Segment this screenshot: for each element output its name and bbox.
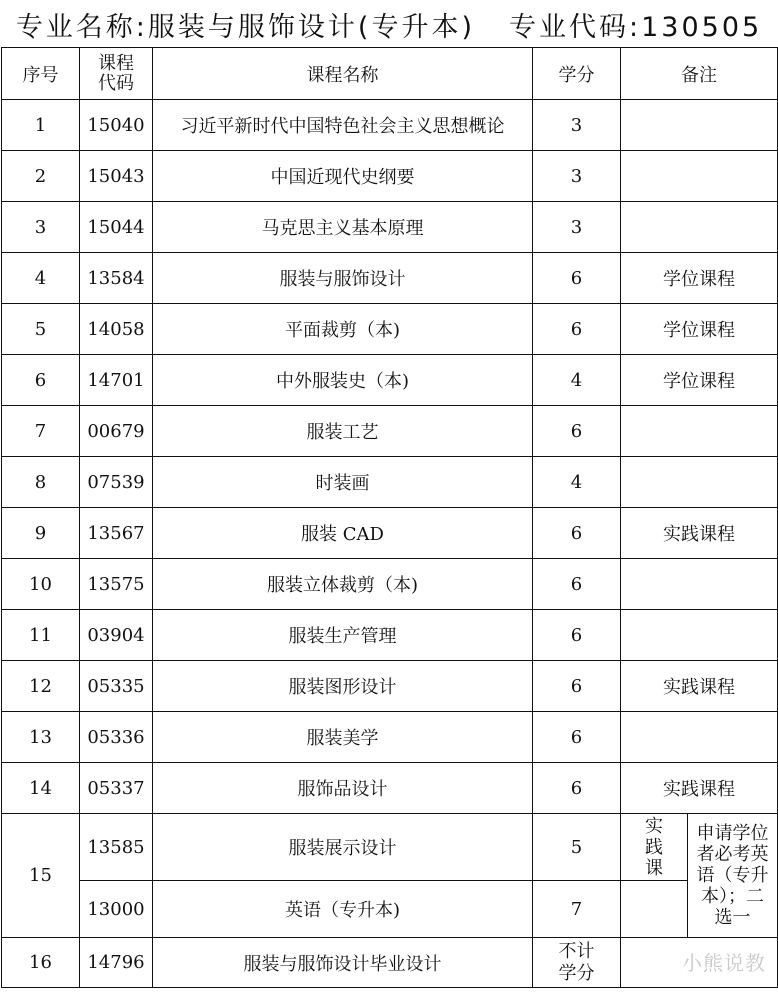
row-credit: 6: [533, 610, 621, 661]
row-seq: 11: [2, 610, 80, 661]
row16-code: 14796: [80, 938, 153, 988]
row15-note-l5: 选一: [714, 907, 751, 928]
row-credit: 6: [533, 406, 621, 457]
course-table: [1, 47, 778, 988]
row-code: 05335: [80, 661, 153, 712]
major-name: 服装与服饰设计(专升本): [147, 12, 475, 43]
row-name: 平面裁剪（本): [153, 304, 533, 355]
table-row: [2, 763, 778, 814]
row-credit: 6: [533, 559, 621, 610]
row-remark: [621, 100, 778, 151]
row15b-code: 13000: [80, 881, 153, 938]
row-seq: 7: [2, 406, 80, 457]
row15-note-l4: 本）；二: [701, 886, 764, 907]
row-name: 服装与服饰设计: [153, 253, 533, 304]
major-code: 130505: [641, 12, 763, 43]
row-credit: 6: [533, 508, 621, 559]
row-credit: 6: [533, 304, 621, 355]
row-credit: 6: [533, 661, 621, 712]
row-name: 服装美学: [153, 712, 533, 763]
row-name: 中外服装史（本): [153, 355, 533, 406]
row-name: 服装工艺: [153, 406, 533, 457]
row-seq: 14: [2, 763, 80, 814]
table-row: [2, 202, 778, 253]
row-credit: 3: [533, 202, 621, 253]
row-remark: 学位课程: [621, 304, 778, 355]
row15a-remark-l2: 践: [645, 836, 663, 858]
row-remark: [621, 610, 778, 661]
row15a-remark-practice: [621, 814, 688, 881]
row-seq: 8: [2, 457, 80, 508]
row-credit: 4: [533, 457, 621, 508]
watermark: 小熊说教: [682, 951, 766, 975]
row15a-name: 服装展示设计: [153, 814, 533, 881]
table-row: [2, 814, 778, 881]
table-row: [2, 610, 778, 661]
row-code: 13575: [80, 559, 153, 610]
row-seq: 13: [2, 712, 80, 763]
row-seq: 4: [2, 253, 80, 304]
row15-note-l3: 语（专升: [696, 865, 769, 886]
row16-seq: 16: [2, 938, 80, 988]
row15a-remark-l3: 课: [645, 857, 663, 879]
row-seq: 3: [2, 202, 80, 253]
row-seq: 9: [2, 508, 80, 559]
row-remark: 实践课程: [621, 508, 778, 559]
table-row: [2, 508, 778, 559]
row-code: 13567: [80, 508, 153, 559]
table-row: [2, 457, 778, 508]
row-name: 服装立体裁剪（本): [153, 559, 533, 610]
row16-credit: [533, 938, 621, 988]
row15b-remark-empty: [621, 881, 688, 938]
col-header-code-line1: 课程: [98, 52, 134, 74]
row-code: 05336: [80, 712, 153, 763]
page-title: [0, 8, 778, 48]
row-name: 时装画: [153, 457, 533, 508]
row-code: 15044: [80, 202, 153, 253]
row-remark: [621, 712, 778, 763]
row-name: 服装 CAD: [153, 508, 533, 559]
row15b-name: 英语（专升本): [153, 881, 533, 938]
row-seq: 5: [2, 304, 80, 355]
row-code: 15040: [80, 100, 153, 151]
row-remark: [621, 457, 778, 508]
row-credit: 4: [533, 355, 621, 406]
row15-note-l1: 申请学位: [696, 823, 769, 844]
row-remark: 实践课程: [621, 661, 778, 712]
table-row: [2, 559, 778, 610]
row-remark: [621, 559, 778, 610]
col-header-code-line2: 代码: [98, 72, 134, 94]
row-seq: 1: [2, 100, 80, 151]
col-header-remark: 备注: [621, 48, 778, 100]
row-code: 07539: [80, 457, 153, 508]
row-remark: 实践课程: [621, 763, 778, 814]
row15b-credit: 7: [533, 881, 621, 938]
row15-note-l2: 者必考英: [696, 844, 769, 865]
major-name-label: 专业名称:: [15, 12, 148, 43]
major-code-label: 专业代码:: [509, 12, 642, 43]
row15-seq: 15: [2, 814, 80, 938]
row-code: 03904: [80, 610, 153, 661]
row-name: 马克思主义基本原理: [153, 202, 533, 253]
row16-credit-l2: 学分: [558, 962, 595, 984]
table-row: [2, 938, 778, 988]
row-credit: 6: [533, 712, 621, 763]
row-name: 服装图形设计: [153, 661, 533, 712]
row-seq: 6: [2, 355, 80, 406]
row-remark: 学位课程: [621, 253, 778, 304]
table-row: [2, 355, 778, 406]
row-code: 14701: [80, 355, 153, 406]
row-credit: 3: [533, 151, 621, 202]
row-seq: 12: [2, 661, 80, 712]
row15a-credit: 5: [533, 814, 621, 881]
table-header-row: [2, 48, 778, 100]
col-header-name: 课程名称: [153, 48, 533, 100]
row-remark: [621, 406, 778, 457]
row-code: 13584: [80, 253, 153, 304]
row-remark: 学位课程: [621, 355, 778, 406]
row-credit: 6: [533, 253, 621, 304]
row15a-remark-l1: 实: [645, 815, 663, 837]
row-seq: 10: [2, 559, 80, 610]
row15a-code: 13585: [80, 814, 153, 881]
row-code: 14058: [80, 304, 153, 355]
table-row: [2, 304, 778, 355]
row-seq: 2: [2, 151, 80, 202]
row-code: 05337: [80, 763, 153, 814]
row-code: 15043: [80, 151, 153, 202]
table-row: [2, 100, 778, 151]
col-header-seq: 序号: [2, 48, 80, 100]
table-row: [2, 661, 778, 712]
row16-name: 服装与服饰设计毕业设计: [153, 938, 533, 988]
row-code: 00679: [80, 406, 153, 457]
row-remark: [621, 202, 778, 253]
col-header-code: [80, 48, 153, 100]
table-row: [2, 151, 778, 202]
table-row: [2, 253, 778, 304]
table-row: [2, 406, 778, 457]
row16-credit-l1: 不计: [558, 940, 595, 962]
row-name: 中国近现代史纲要: [153, 151, 533, 202]
row-name: 服装生产管理: [153, 610, 533, 661]
row-name: 习近平新时代中国特色社会主义思想概论: [153, 100, 533, 151]
col-header-credit: 学分: [533, 48, 621, 100]
row-remark: [621, 151, 778, 202]
row-name: 服饰品设计: [153, 763, 533, 814]
row-credit: 6: [533, 763, 621, 814]
table-row: [2, 881, 778, 938]
table-row: [2, 712, 778, 763]
row15-note: [688, 814, 778, 938]
row-credit: 3: [533, 100, 621, 151]
